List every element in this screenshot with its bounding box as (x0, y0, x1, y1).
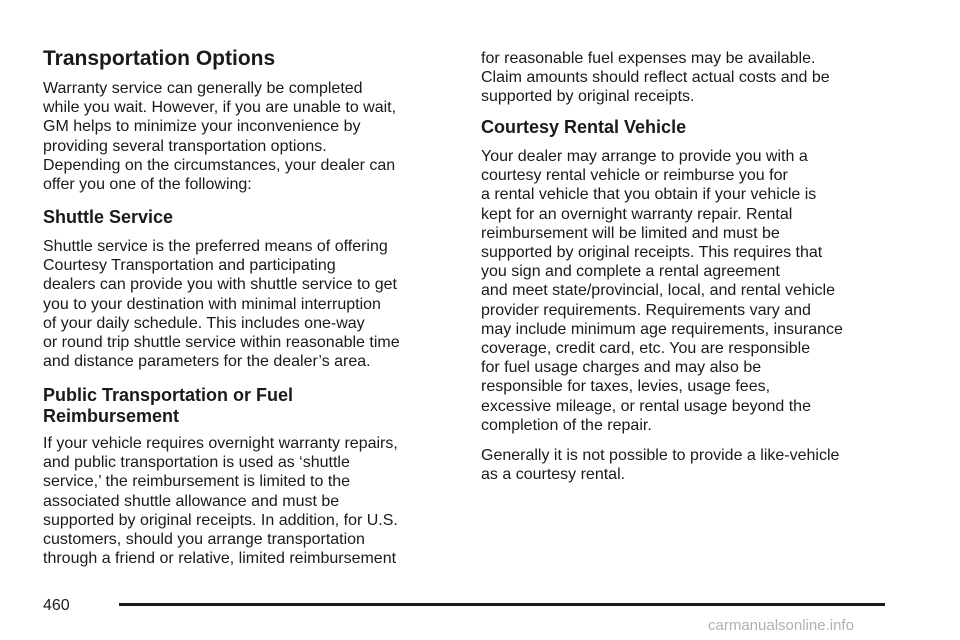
shuttle-service-heading: Shuttle Service (43, 207, 174, 227)
text-line: or round trip shuttle service within reasonable time (43, 334, 400, 352)
text-line: may include minimum age requirements, insurance (481, 320, 843, 338)
text-line: reimbursement will be limited and must be (481, 224, 780, 242)
watermark: carmanualsonline.info (708, 617, 854, 634)
page-number: 460 (43, 597, 70, 614)
text-line: completion of the repair. (481, 416, 652, 434)
continued-paragraph (481, 49, 830, 107)
text-line: offer you one of the following: (43, 176, 252, 194)
text-line: you to your destination with minimal interruption (43, 295, 381, 313)
text-line: supported by original receipts. (481, 88, 695, 106)
text-line: and meet state/provincial, local, and rental vehicle (481, 282, 835, 300)
text-line: courtesy rental vehicle or reimburse you for (481, 167, 788, 185)
text-line: Your dealer may arrange to provide you with a (481, 148, 808, 165)
text-line: excessive mileage, or rental usage beyond the (481, 397, 811, 415)
text-line: and distance parameters for the dealer’s area. (43, 353, 371, 371)
text-line: Generally it is not possible to provide a like-vehicle (481, 447, 840, 464)
text-line: supported by original receipts. In addition, for U.S. (43, 511, 398, 529)
text-line: provider requirements. Requirements vary and (481, 301, 811, 319)
text-line: as a courtesy rental. (481, 466, 626, 484)
text-line: providing several transportation options. (43, 137, 327, 155)
text-line: customers, should you arrange transportation (43, 531, 365, 549)
text-line: coverage, credit card, etc. You are responsible (481, 340, 811, 358)
text-line: service,’ the reimbursement is limited to the (43, 473, 351, 491)
text-line: of your daily schedule. This includes one-way (43, 314, 365, 332)
intro-paragraph (43, 79, 396, 194)
courtesy-rental-heading: Courtesy Rental Vehicle (481, 117, 687, 137)
text-line: If your vehicle requires overnight warranty repairs, (43, 435, 398, 452)
text-line: while you wait. However, if you are unable to wait, (43, 99, 397, 117)
text-line: Claim amounts should reflect actual costs and be (481, 69, 830, 87)
text-line: Shuttle service is the preferred means of offering (43, 238, 388, 255)
text-line: for reasonable fuel expenses may be available. (481, 50, 816, 67)
footer-rule (119, 603, 885, 606)
text-line: kept for an overnight warranty repair. Rental (481, 205, 793, 223)
text-line: dealers can provide you with shuttle service to get (43, 276, 397, 294)
courtesy-rental-paragraph (481, 147, 843, 435)
text-line: GM helps to minimize your inconvenience by (43, 118, 361, 136)
text-line: for fuel usage charges and may also be (481, 359, 762, 377)
text-line: and public transportation is used as ‘shuttle (43, 454, 350, 472)
heading-line: Public Transportation or Fuel (43, 385, 294, 405)
text-line: you sign and complete a rental agreement (481, 263, 780, 281)
text-line: supported by original receipts. This requires that (481, 244, 823, 262)
heading-line: Reimbursement (43, 406, 180, 426)
page-title: Transportation Options (43, 47, 276, 70)
text-line: responsible for taxes, levies, usage fees, (481, 378, 771, 396)
text-line: Warranty service can generally be completed (43, 80, 363, 97)
public-transportation-heading (43, 385, 293, 427)
shuttle-service-paragraph (43, 237, 400, 371)
public-transportation-paragraph (43, 434, 398, 568)
text-line: associated shuttle allowance and must be (43, 492, 340, 510)
text-line: a rental vehicle that you obtain if your vehicle is (481, 186, 817, 204)
text-line: through a friend or relative, limited reimbursement (43, 550, 397, 568)
text-line: Courtesy Transportation and participating (43, 257, 336, 275)
text-line: Depending on the circumstances, your dealer can (43, 156, 396, 174)
closing-paragraph (481, 446, 839, 484)
